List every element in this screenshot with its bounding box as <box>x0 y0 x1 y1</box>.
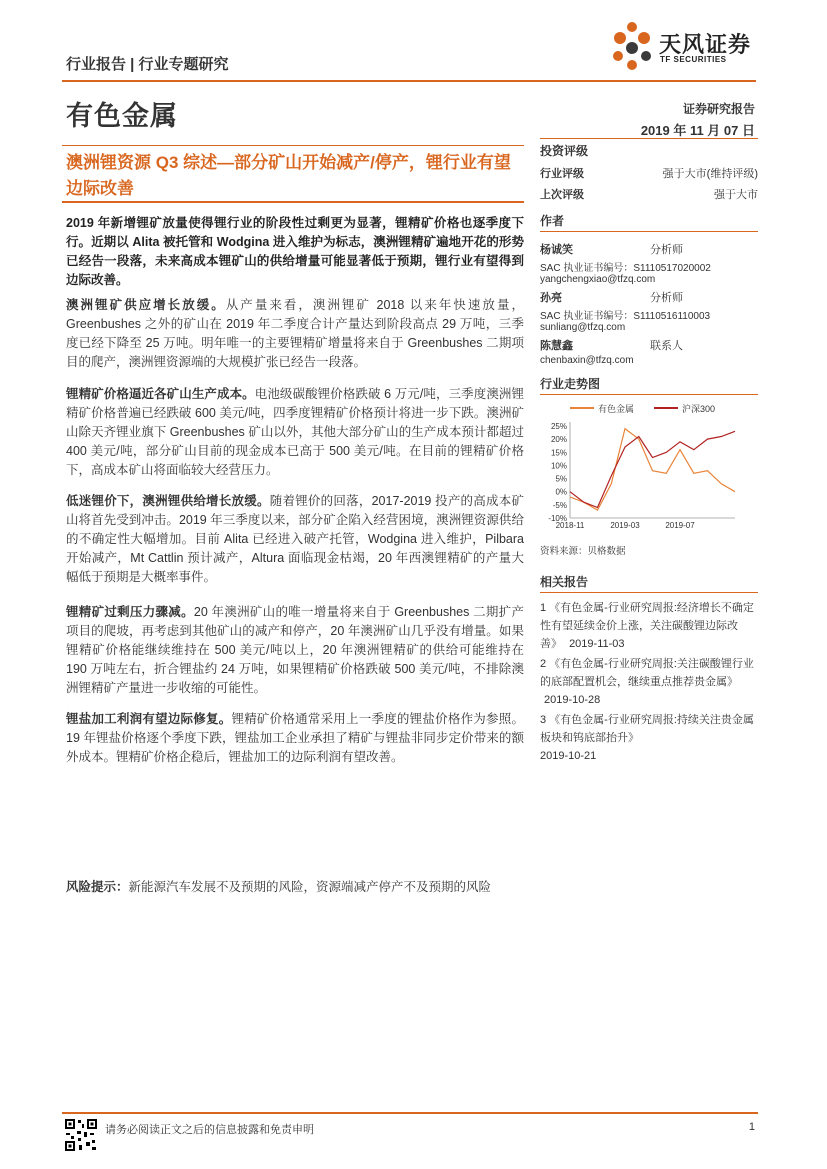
rating-value: 强于大市(维持评级) <box>662 168 758 180</box>
y-tick-label: 15% <box>550 448 567 458</box>
report-title: 澳洲锂资源 Q3 综述—部分矿山开始减产/停产，锂行业有望边际改善 <box>66 153 511 198</box>
trend-heading: 行业走势图 <box>540 377 601 391</box>
rating-row <box>540 165 758 181</box>
legend-label: 有色金属 <box>598 404 635 414</box>
paragraph-text: 随着锂价的回落，2017-2019 投产的高成本矿山将首先受到冲击。2019 年三季度以来，部分矿企陷入经营困境，澳洲锂资源供给的不确定性大幅增加。目前 Alita 已经进入破产托管，Wodgina 进入维护，Pilbara 开始减产，Mt Cattlin 预计减产，Altura 面临现金枯竭，20 年西澳锂精矿的产量大幅低于预期是大概率事件。 <box>66 494 524 584</box>
paragraph-lead: 低迷锂价下，澳洲锂供给增长放缓。 <box>66 494 270 508</box>
paragraph-5 <box>66 710 524 767</box>
y-tick-label: 25% <box>550 422 567 431</box>
rating-rule <box>540 138 758 139</box>
authors-section <box>540 212 758 366</box>
risk-lead: 风险提示： <box>66 880 129 894</box>
qr-code-icon <box>64 1118 98 1152</box>
risk-warning <box>66 878 524 897</box>
paragraph-1 <box>66 296 524 372</box>
report-type: 证券研究报告 <box>682 102 755 116</box>
related-date: 2019-11-03 <box>569 638 625 650</box>
authors-heading: 作者 <box>540 214 565 228</box>
risk-text: 新能源汽车发展不及预期的风险，资源端减产停产不及预期的风险 <box>128 880 492 894</box>
related-date: 2019-10-21 <box>540 750 597 762</box>
author-role: 分析师 <box>650 292 683 304</box>
authors-rule <box>540 231 758 232</box>
y-tick-label: 0% <box>555 487 567 497</box>
paragraph-lead: 澳洲锂矿供应增长放缓。 <box>66 298 226 312</box>
tf-logo-icon <box>608 20 660 74</box>
title-rule-bottom <box>62 201 524 203</box>
trend-chart <box>540 396 745 536</box>
related-date: 2019-10-28 <box>544 694 601 706</box>
related-section <box>540 573 758 765</box>
y-tick-label: 10% <box>550 461 567 471</box>
author-name: 孙亮 <box>540 292 562 304</box>
footer-rule <box>62 1112 758 1114</box>
author-cert: SAC 执业证书编号：S1110516110003 <box>540 311 711 322</box>
author-email[interactable]: chenbaxin@tfzq.com <box>540 355 634 366</box>
y-tick-label: -10% <box>548 514 567 523</box>
author-entry <box>540 241 758 285</box>
paragraph-lead: 锂精矿价格逼近各矿山生产成本。 <box>66 387 255 401</box>
page-number: 1 <box>748 1121 755 1133</box>
related-item[interactable] <box>540 655 758 709</box>
rating-heading: 投资评级 <box>540 144 589 158</box>
related-title[interactable]: 1 《有色金属-行业研究周报:经济增长不确定性有望延续金价上涨，关注碳酸锂边际改善》 <box>540 602 754 650</box>
related-title[interactable]: 2 《有色金属-行业研究周报:关注碳酸锂行业的底部配置机会，继续重点推荐贵金属》 <box>540 658 754 688</box>
author-entry <box>540 337 758 366</box>
y-tick-label: 20% <box>550 435 567 445</box>
sector-title: 有色金属 <box>66 101 178 131</box>
rating-label: 行业评级 <box>540 168 584 180</box>
legend-label: 沪深300 <box>682 404 716 414</box>
footer-disclaimer[interactable]: 请务必阅读正文之后的信息披露和免责申明 <box>105 1124 314 1136</box>
author-name: 陈慧鑫 <box>540 340 573 352</box>
rating-value: 强于大市 <box>714 189 758 201</box>
rating-label: 上次评级 <box>540 189 584 201</box>
rating-row <box>540 186 758 202</box>
title-rule-top <box>62 145 524 146</box>
paragraph-text: 20 年澳洲矿山的唯一增量将来自于 Greenbushes 二期扩产项目的爬坡，再考虑到其他矿山的减产和停产，20 年澳洲矿山几乎没有增量。如果锂精矿价格能继续维持在 500 美元/吨以上，20 年澳洲锂精矿的供给可能维持在 190 万吨左右，折合锂盐约 24 万吨，如果锂精矿价格跌破 500 美元/吨，不排除澳洲锂精矿产量进一步收缩的可能性。 <box>66 605 524 695</box>
paragraph-lead: 锂盐加工利润有望边际修复。 <box>66 712 232 726</box>
header-rule <box>62 80 756 82</box>
related-rule <box>540 592 758 593</box>
y-tick-label: 5% <box>555 474 567 484</box>
paragraph-lead: 锂精矿过剩压力骤减。 <box>66 605 194 619</box>
trend-section <box>540 375 758 395</box>
author-role: 联系人 <box>650 340 683 352</box>
author-entry <box>540 289 758 333</box>
related-heading: 相关报告 <box>540 575 589 589</box>
author-email[interactable]: sunliang@tfzq.com <box>540 322 626 333</box>
summary: 2019 年新增锂矿放量使得锂行业的阶段性过剩更为显著，锂精矿价格也逐季度下行。近期以 Alita 被托管和 Wodgina 进入维护为标志，澳洲锂精矿遍地开花的形势已经告一段落，未来高成本锂矿山的供给增量可能显著低于预期，锂行业有望得到边际改善。 <box>66 216 524 287</box>
report-category: 行业报告 | 行业专题研究 <box>66 56 229 73</box>
paragraph-text: 锂精矿价格通常采用上一季度的锂盐价格作为参照。19 年锂盐价格逐个季度下跌，锂盐加工企业承担了精矿与锂盐非同步定价带来的额外成本。锂精矿价格企稳后，锂盐加工的边际利润有望改善。 <box>66 712 524 764</box>
chart-source: 资料来源：贝格数据 <box>540 546 626 557</box>
related-item[interactable] <box>540 711 758 765</box>
x-tick-label: 2019-03 <box>610 521 640 530</box>
x-tick-label: 2018-11 <box>555 521 585 530</box>
related-title[interactable]: 3 《有色金属-行业研究周报:持续关注贵金属板块和钨底部抬升》 <box>540 714 754 744</box>
author-cert: SAC 执业证书编号：S1110517020002 <box>540 263 711 274</box>
report-date: 2019 年 11 月 07 日 <box>640 123 755 138</box>
paragraph-4 <box>66 603 524 698</box>
author-role: 分析师 <box>650 244 683 256</box>
paragraph-text: 电池级碳酸锂价格跌破 6 万元/吨，三季度澳洲锂精矿价格普遍已经跌破 600 美元/吨，四季度锂精矿价格预计将进一步下跌。澳洲矿山除天齐锂业旗下 Greenbushes 矿山以外，其他大部分矿山的生产成本预计都超过 400 美元/吨，部分矿山目前的现金成本已高于 500 美元/吨。在目前的锂精矿价格下，高成本矿山将面临较大经营压力。 <box>66 387 524 477</box>
series-line <box>570 429 735 511</box>
logo-english: TF SECURITIES <box>660 55 727 64</box>
paragraph-3 <box>66 492 524 587</box>
paragraph-text: 从产量来看，澳洲锂矿 2018 以来年快速放量，Greenbushes 之外的矿山在 2019 年二季度合计产量达到阶段高点 29 万吨，三季度已经下降至 25 万吨。明年唯一的主要锂精矿增量将来自于 Greenbushes 二期项目的爬产，澳洲锂资源端的大规模扩张已经告一段落。 <box>66 298 524 369</box>
x-tick-label: 2019-07 <box>665 521 695 530</box>
trend-rule <box>540 394 758 395</box>
paragraph-2 <box>66 385 524 480</box>
author-name: 杨诚笑 <box>540 244 573 256</box>
rating-section <box>540 138 758 202</box>
y-tick-label: -5% <box>552 500 567 510</box>
related-item[interactable] <box>540 599 758 653</box>
author-email[interactable]: yangchengxiao@tfzq.com <box>540 274 656 285</box>
logo-text: 天风证券 <box>659 32 752 57</box>
